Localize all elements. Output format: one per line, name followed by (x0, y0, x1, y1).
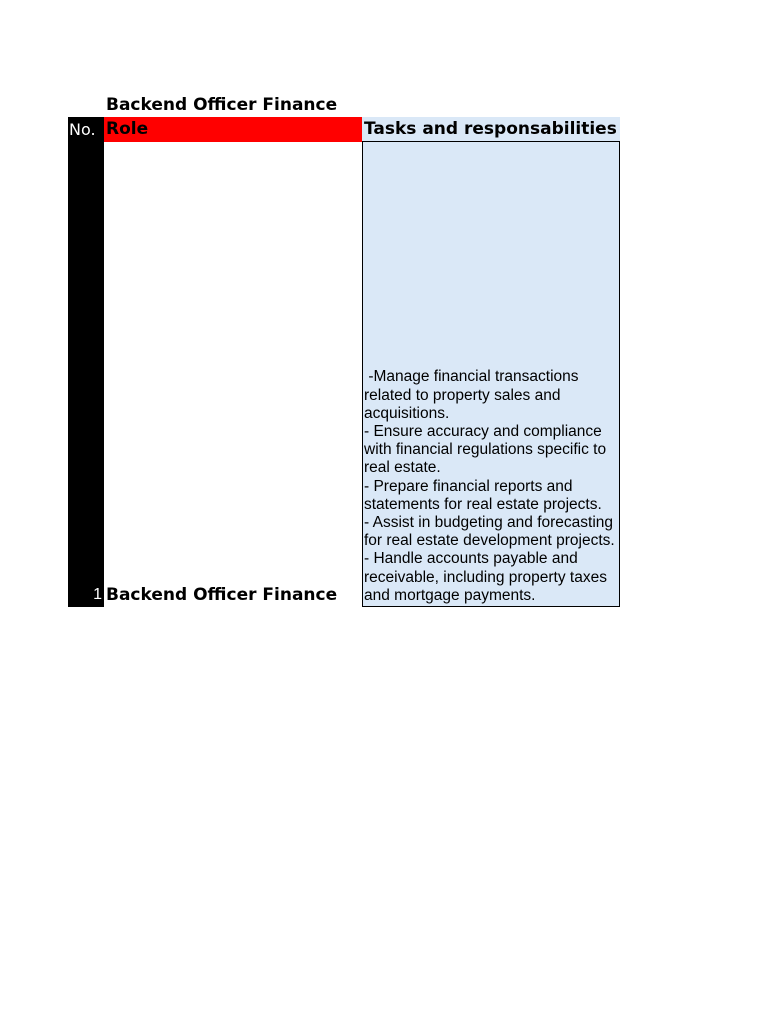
row-number: 1 (93, 586, 102, 603)
task-item: - Prepare financial reports and statements for real estate projects. (364, 477, 602, 513)
row-1-role-cell[interactable] (104, 142, 362, 607)
header-no-cell[interactable]: No. (68, 117, 104, 142)
row-1-no-cell[interactable] (68, 142, 104, 607)
task-item: - Handle accounts payable and receivable, including property taxes and mortgage payments. (364, 550, 607, 604)
role-name: Backend Officer Finance (106, 585, 338, 605)
row-1-tasks-cell[interactable] (362, 142, 620, 607)
header-tasks-cell[interactable]: Tasks and responsabilities (362, 117, 620, 142)
header-role-cell[interactable]: Role (104, 117, 362, 142)
task-item: - Ensure accuracy and compliance with financial regulations specific to real estate. (364, 422, 607, 477)
task-item: - Assist in budgeting and forecasting for real estate development projects. (364, 513, 615, 550)
sheet-title: Backend Officer Finance (106, 95, 338, 115)
tasks-list (364, 368, 617, 605)
task-item: -Manage financial transactions related to property sales and acquisitions. (364, 368, 583, 422)
